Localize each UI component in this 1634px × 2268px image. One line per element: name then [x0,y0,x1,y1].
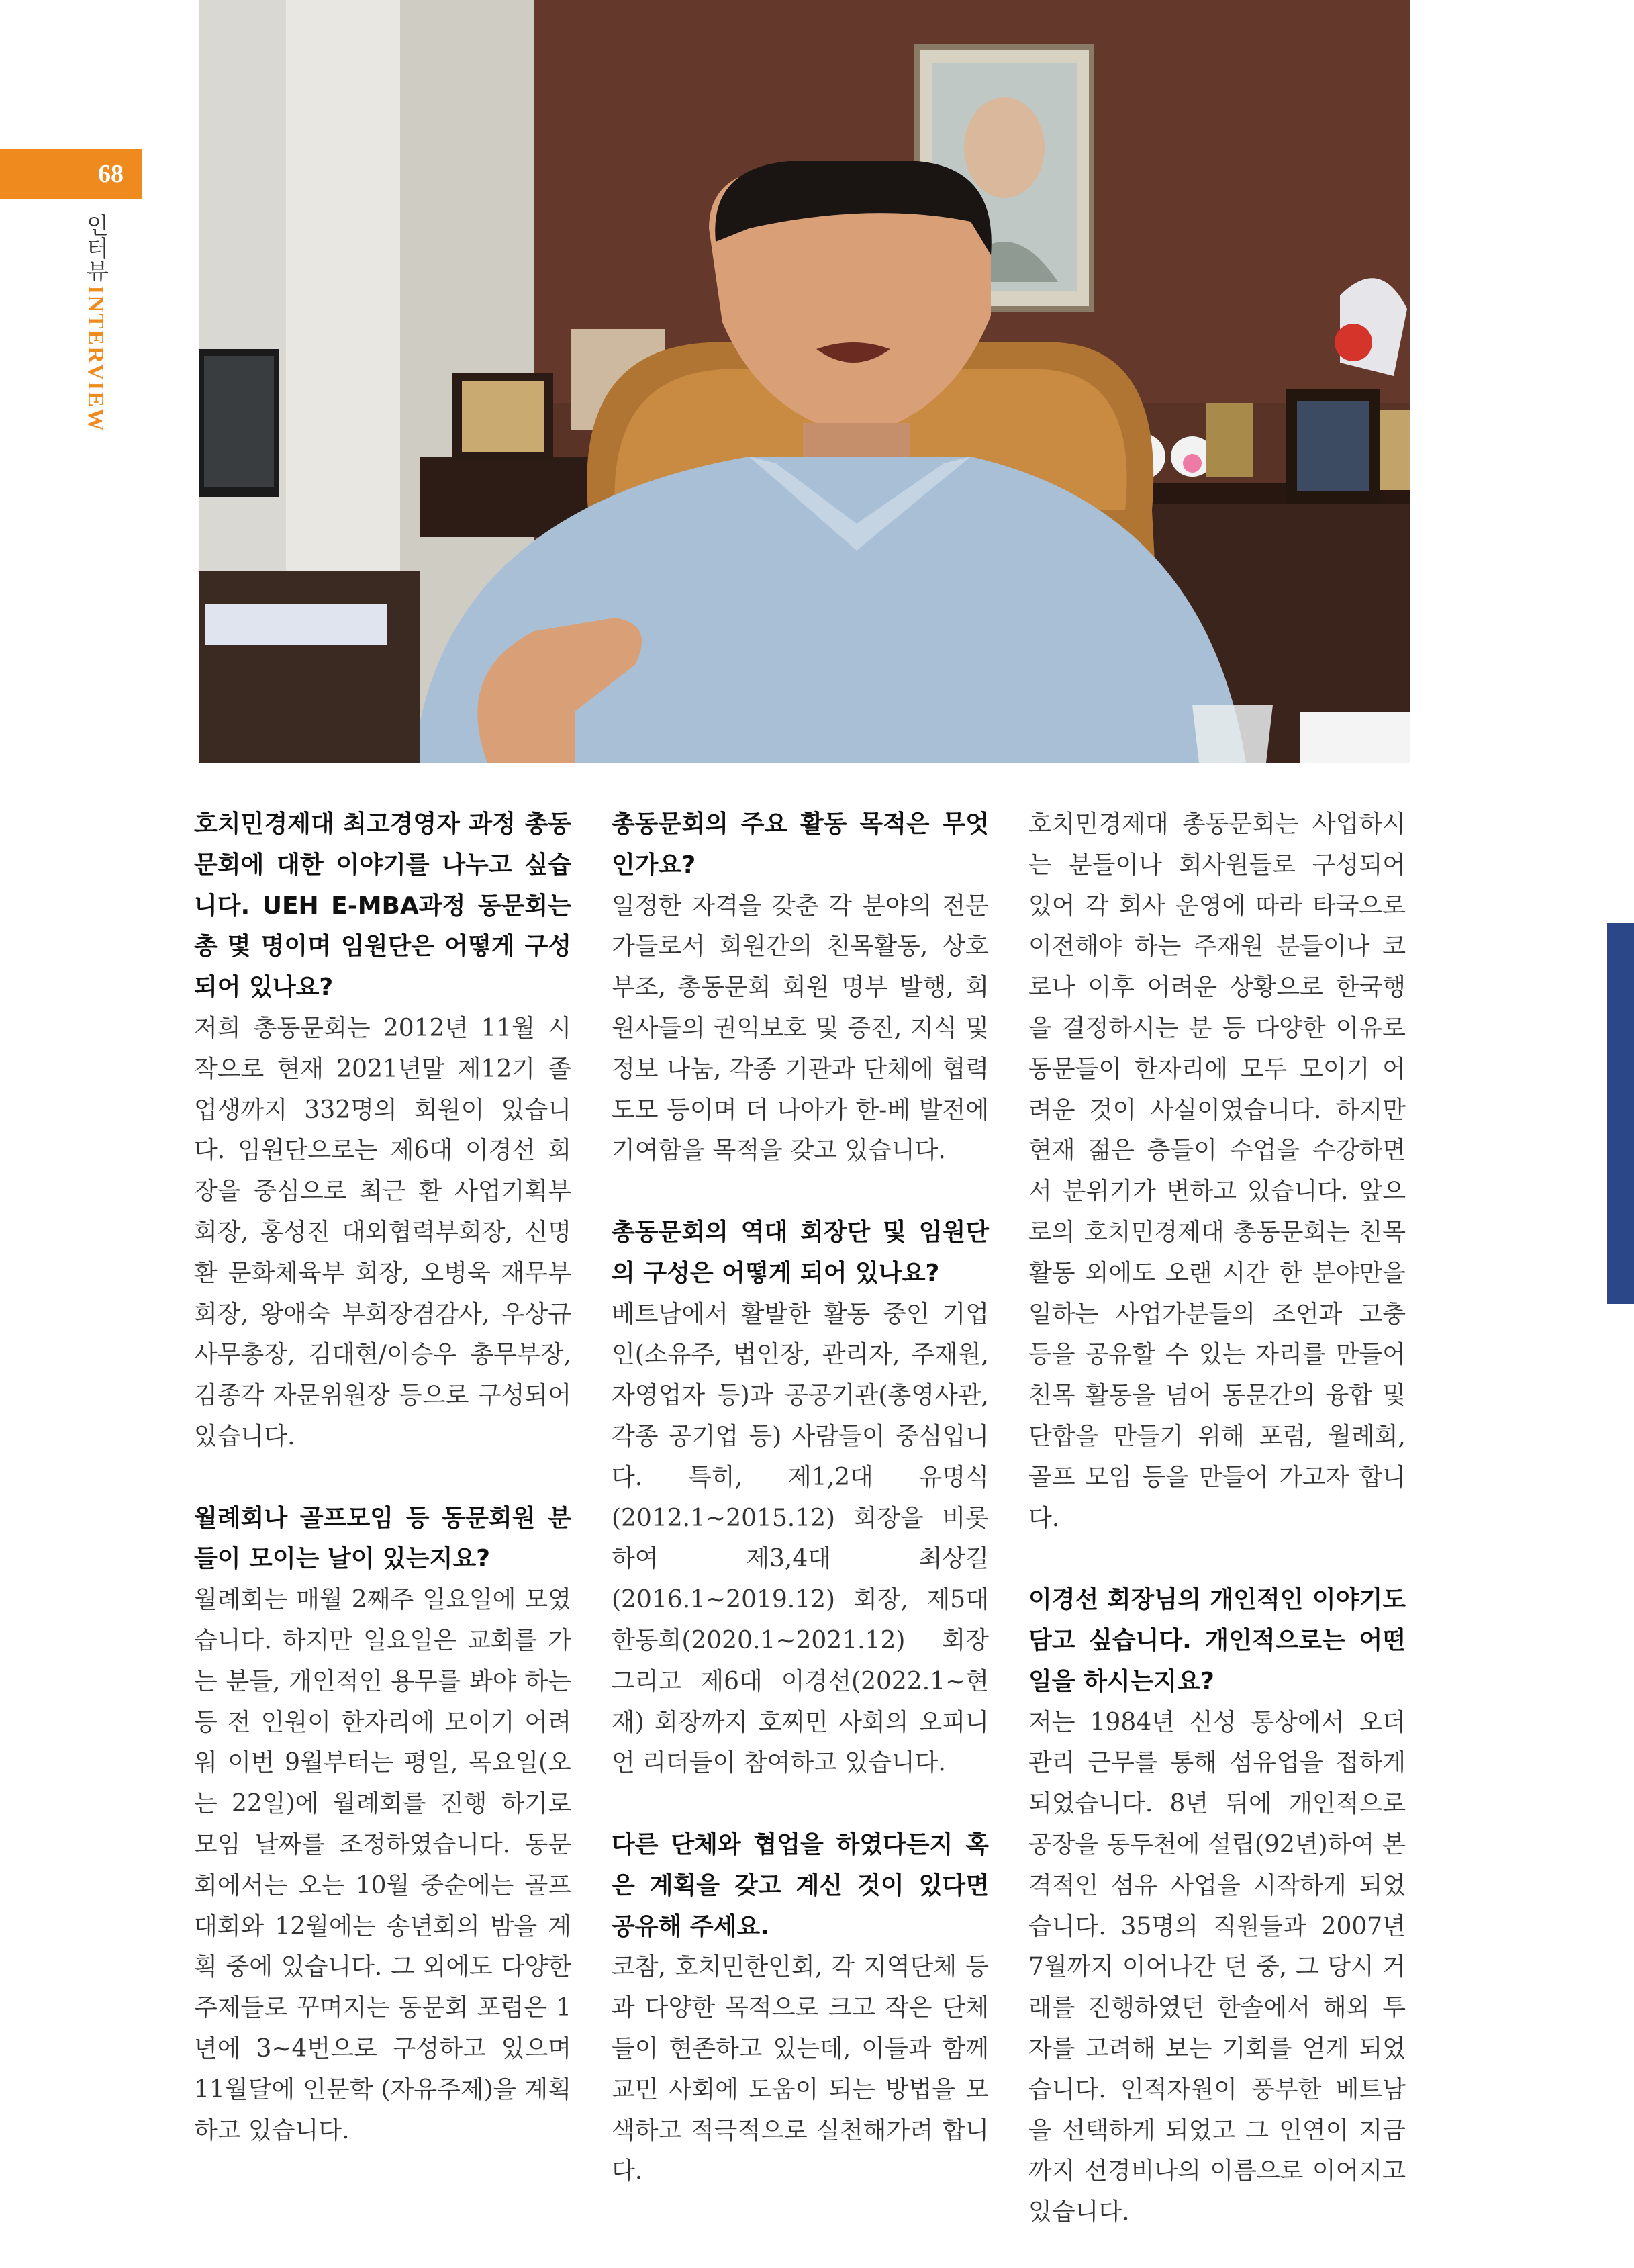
interview-answer: 베트남에서 활발한 활동 중인 기업인(소유주, 법인장, 관리자, 주재원, 자영업자 등)과 공공기관(총영사관, 각종 공기업 등) 사람들이 중심입니다. 특히, 제1,2대 유명식(2012.1~2015.12) 회장을 비롯하여 제3,4대 최상길(2016.1~2019.12) 회장, 제5대 한동희(2020.1~2021.12) 회장 그리고 제6대 이경선(2022.1~현재) 회장까지 호찌민 사회의 오피니언 리더들이 참여하고 있습니다. [612,1300,989,1777]
section-label [79,214,112,432]
page-number: 68 [0,149,142,199]
interview-photo [199,0,1410,763]
interview-photo-illustration [199,0,1410,763]
interview-question: 이경선 회장님의 개인적인 이야기도 담고 싶습니다. 개인적으로는 어떤 일을 하시는지요? [1028,1586,1406,1695]
interview-question: 총동문회의 역대 회장단 및 임원단의 구성은 어떻게 되어 있나요? [612,1218,989,1287]
side-color-bar [1607,923,1634,1304]
interview-answer: 코참, 호치민한인회, 각 지역단체 등과 다양한 목적으로 크고 작은 단체들이 현존하고 있는데, 이들과 함께 교민 사회에 도움이 되는 방법을 모색하고 적극적으로 실천해가려 합니다. [612,1953,989,2185]
interview-answer: 월례회는 매월 2째주 일요일에 모였습니다. 하지만 일요일은 교회를 가는 분들, 개인적인 용무를 봐야 하는 등 전 인원이 한자리에 모이기 어려워 이번 9월부터는 평일, 목요일(오는 22일)에 월례회를 진행 하기로 모임 날짜를 조정하였습니다. 동문회에서는 오는 10월 중순에는 골프대회와 12월에는 송년회의 밤을 계획 중에 있습니다. 그 외에도 다양한 주제들로 꾸며지는 동문회 포럼은 1년에 3~4번으로 구성하고 있으며 11월달에 인문학 (자유주제)을 계획하고 있습니다. [194,1586,571,2144]
interview-question: 월례회나 골프모임 등 동문회원 분들이 모이는 날이 있는지요? [194,1504,571,1573]
text-column-2 [612,804,989,2192]
text-column-1 [194,804,571,2151]
award-plaque-icon [1286,389,1380,504]
interview-answer: 호치민경제대 총동문회는 사업하시는 분들이나 회사원들로 구성되어 있어 각 회사 운영에 따라 타국으로 이전해야 하는 주재원 분들이나 코로나 이후 어려운 상황으로 한국행을 결정하시는 분 등 다양한 이유로 동문들이 한자리에 모두 모이기 어려운 것이 사실이였습니다. 하지만 현재 젊은 층들이 수업을 수강하면서 분위기가 변하고 있습니다. 앞으로의 호치민경제대 총동문회는 친목활동 외에도 오랜 시간 한 분야만을 일하는 사업가분들의 조언과 고충 등을 공유할 수 있는 자리를 만들어 친목 활동을 넘어 동문간의 융합 및 단합을 만들기 위해 포럼, 월례회, 골프 모임 등을 만들어 가고자 합니다. [1028,810,1406,1532]
interview-question: 호치민경제대 최고경영자 과정 총동문회에 대한 이야기를 나누고 싶습니다. UEH E-MBA과정 동문회는 총 몇 명이며 임원단은 어떻게 구성 되어 있나요? [194,810,571,1002]
section-label-english: INTERVIEW [83,285,108,433]
award-plaque-icon [452,373,553,460]
water-glass-icon [1192,705,1273,763]
text-column-3 [1028,804,1406,2233]
interview-question: 다른 단체와 협업을 하였다든지 혹은 계획을 갖고 계신 것이 있다면 공유해 주세요. [612,1830,989,1940]
interview-answer: 저는 1984년 신성 통상에서 오더 관리 근무를 통해 섬유업을 접하게 되었습니다. 8년 뒤에 개인적으로 공장을 동두천에 설립(92년)하여 본격적인 섬유 사업을 시작하게 되었습니다. 35명의 직원들과 2007년 7월까지 이어나간 던 중, 그 당시 거래를 진행하였던 한솔에서 해외 투자를 고려해 보는 기회를 얻게 되었습니다. 인적자원이 풍부한 베트남을 선택하게 되었고 그 인연이 지금까지 선경비나의 이름으로 이어지고 있습니다. [1028,1708,1406,2226]
interview-answer: 저희 총동문회는 2012년 11월 시작으로 현재 2021년말 제12기 졸업생까지 332명의 회원이 있습니다. 임원단으로는 제6대 이경선 회장을 중심으로 최근 환 사업기획부회장, 홍성진 대외협력부회장, 신명환 문화체육부 회장, 오병욱 재무부회장, 왕애숙 부회장겸감사, 우상규 사무총장, 김대현/이승우 총무부장, 김종각 자문위원장 등으로 구성되어 있습니다. [194,1014,571,1450]
section-label-korean: 인터뷰 [82,214,109,282]
interview-question: 총동문회의 주요 활동 목적은 무엇인가요? [612,810,989,879]
interview-answer: 일정한 자격을 갖춘 각 분야의 전문가들로서 회원간의 친목활동, 상호부조, 총동문회 회원 명부 발행, 회원사들의 권익보호 및 증진, 지식 및 정보 나눔, 각종 기관과 단체에 협력 도모 등이며 더 나아가 한-베 발전에 기여함을 목적을 갖고 있습니다. [612,892,989,1165]
